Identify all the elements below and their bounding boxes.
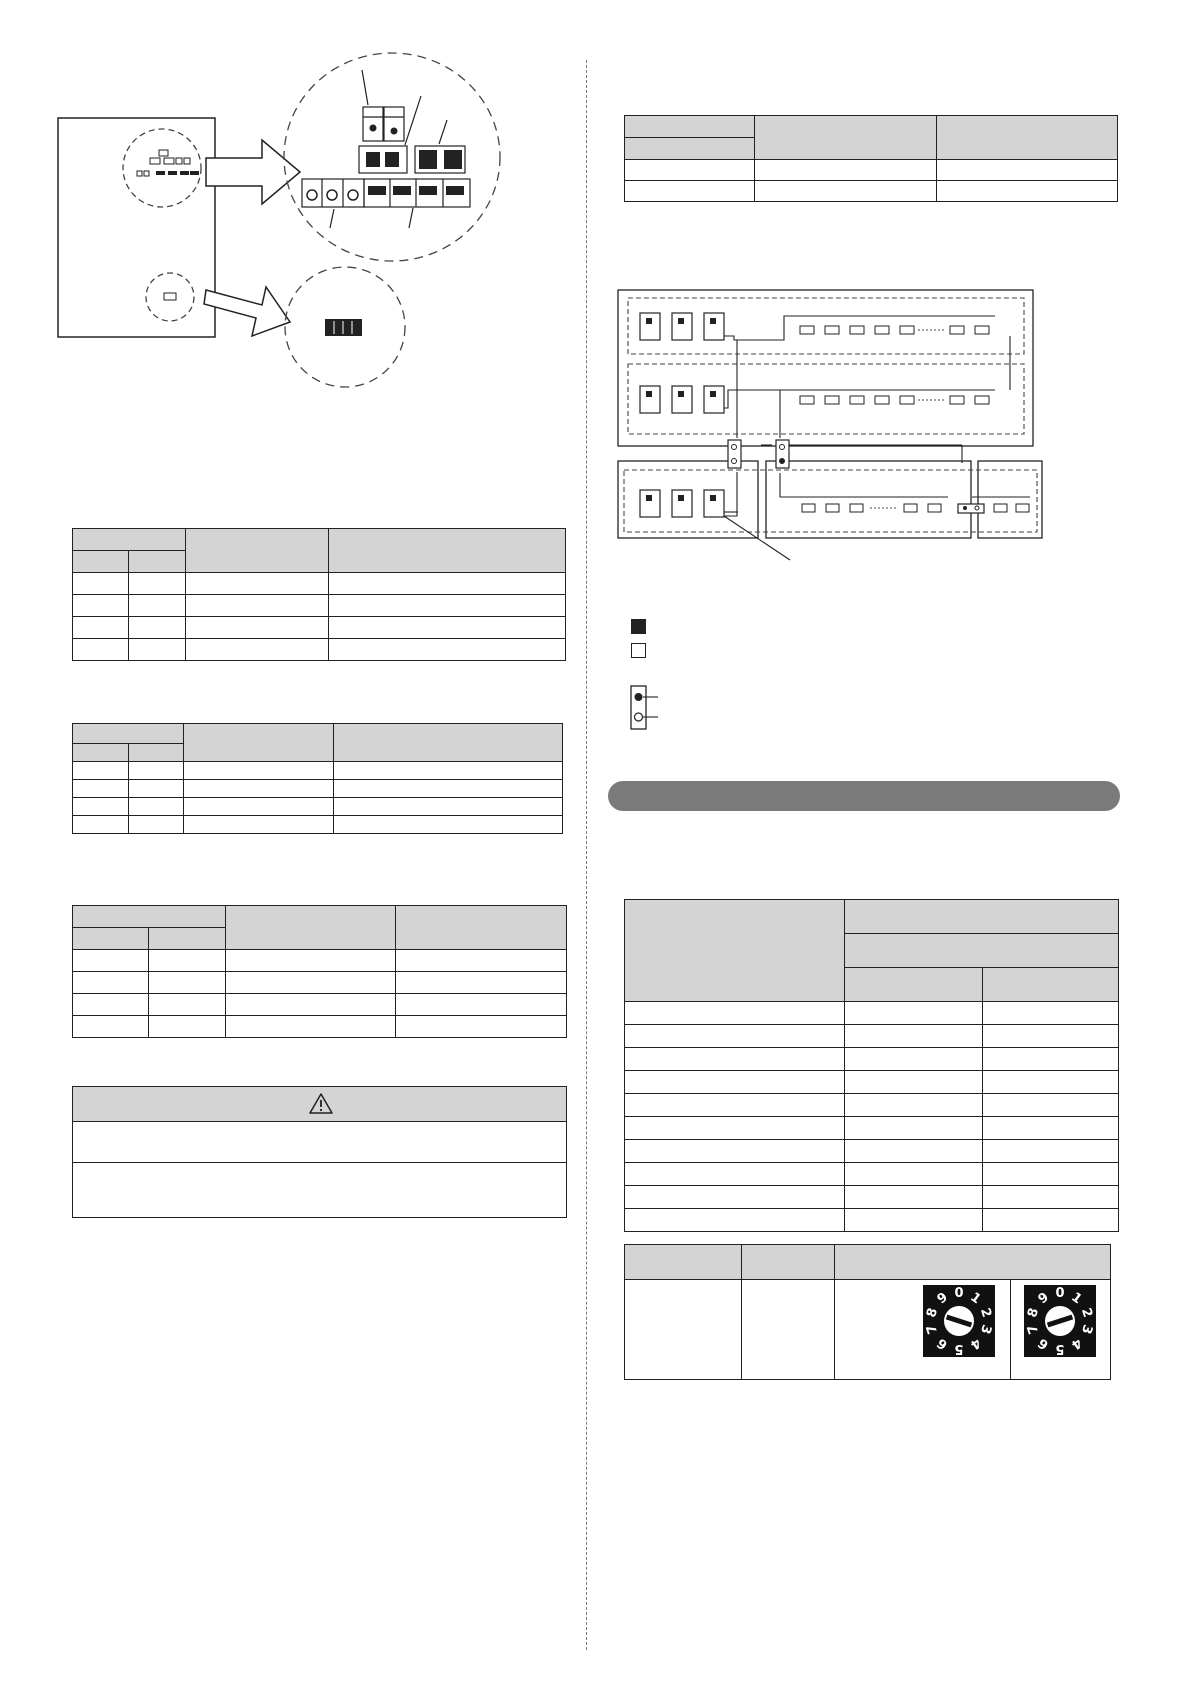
section-heading-bar: [608, 781, 1120, 811]
rotary-knob: [923, 1285, 995, 1357]
rotary-digit: 9: [1035, 1290, 1052, 1308]
rotary-digit: 0: [1055, 1286, 1065, 1301]
caution-line-1: [73, 1122, 566, 1163]
rotary-digit: 1: [1068, 1290, 1085, 1308]
warning-triangle-icon: [309, 1093, 333, 1114]
system-wiring-diagram: [0, 0, 1191, 600]
rotary-digit: 2: [1077, 1305, 1095, 1320]
rotary-knob: [1024, 1285, 1096, 1357]
rotary-digit: 5: [954, 1341, 964, 1356]
caution-box: [72, 1086, 567, 1218]
rotary-switch-1: [923, 1285, 995, 1357]
rotary-digit: 4: [1068, 1334, 1085, 1352]
rotary-digit: 7: [1025, 1322, 1043, 1337]
legend-jumper-symbol: [628, 685, 668, 731]
legend-empty-square: [631, 643, 646, 658]
rotary-digit: 0: [954, 1286, 964, 1301]
caution-header: [73, 1087, 566, 1122]
rotary-digit: 9: [934, 1290, 951, 1308]
rotary-digit: 8: [1025, 1305, 1043, 1320]
capacity-setting-table: [624, 899, 1119, 1232]
setting-table-3: [72, 905, 567, 1038]
rotary-digit: 3: [1077, 1322, 1095, 1337]
rotary-digit: 4: [967, 1334, 984, 1352]
setting-table-2: [72, 723, 563, 834]
rotary-digit: 6: [1035, 1334, 1052, 1352]
rotary-digit: 8: [924, 1305, 942, 1320]
rotary-switch-2: [1024, 1285, 1096, 1357]
legend-filled-square: [631, 619, 646, 634]
rotary-digit: 5: [1055, 1341, 1065, 1356]
rotary-digit: 7: [924, 1322, 942, 1337]
rotary-digit: 1: [967, 1290, 984, 1308]
rotary-digit: 3: [976, 1322, 994, 1337]
rotary-digit: 2: [976, 1305, 994, 1320]
rotary-digit: 6: [934, 1334, 951, 1352]
